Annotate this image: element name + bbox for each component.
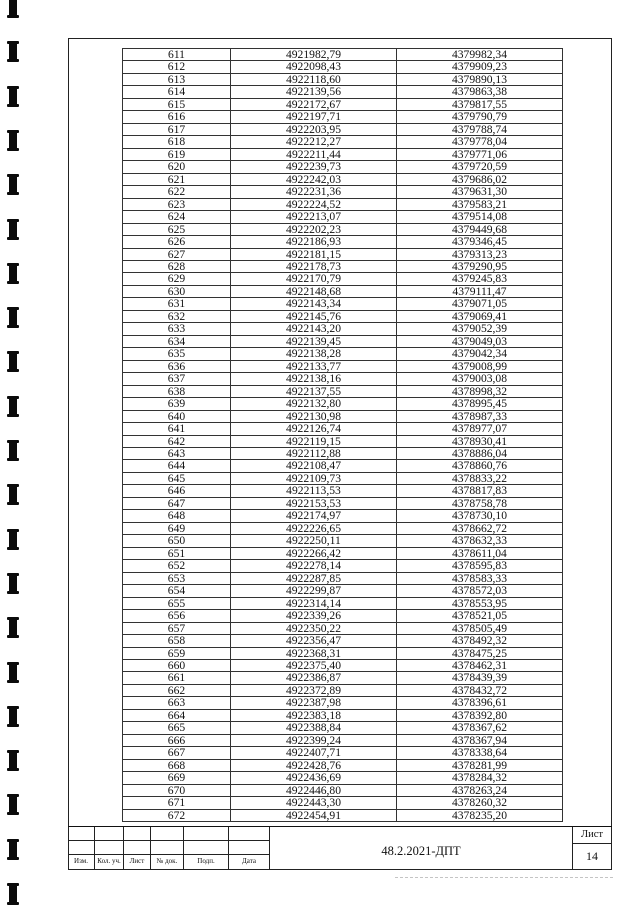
x-coordinate-cell: 4922139,56 <box>231 86 397 97</box>
table-row <box>123 648 563 660</box>
table-row <box>123 86 563 98</box>
y-coordinate-cell: 4378758,78 <box>397 498 563 509</box>
x-coordinate-cell: 4922386,87 <box>231 672 397 683</box>
point-number-cell: 616 <box>123 111 231 122</box>
x-coordinate-cell: 4922436,69 <box>231 772 397 783</box>
y-coordinate-cell: 4378987,33 <box>397 411 563 422</box>
point-number-cell: 630 <box>123 286 231 297</box>
x-coordinate-cell: 4922231,36 <box>231 186 397 197</box>
table-row <box>123 286 563 298</box>
table-row <box>123 386 563 398</box>
table-row <box>123 249 563 261</box>
revision-label-sheet: Лист <box>124 855 151 869</box>
y-coordinate-cell: 4378595,83 <box>397 560 563 571</box>
table-row <box>123 211 563 223</box>
x-coordinate-cell: 4922186,93 <box>231 236 397 247</box>
table-row <box>123 398 563 410</box>
point-number-cell: 645 <box>123 473 231 484</box>
revision-cell <box>95 841 124 855</box>
title-block <box>68 826 612 870</box>
point-number-cell: 634 <box>123 336 231 347</box>
x-coordinate-cell: 4922372,89 <box>231 685 397 696</box>
point-number-cell: 655 <box>123 598 231 609</box>
table-row <box>123 672 563 684</box>
y-coordinate-cell: 4378583,33 <box>397 573 563 584</box>
y-coordinate-cell: 4379449,68 <box>397 224 563 235</box>
y-coordinate-cell: 4378392,80 <box>397 710 563 721</box>
y-coordinate-cell: 4378462,31 <box>397 660 563 671</box>
binding-mark <box>9 130 17 151</box>
table-row <box>123 261 563 273</box>
x-coordinate-cell: 4922226,65 <box>231 523 397 534</box>
binding-mark <box>9 484 17 505</box>
y-coordinate-cell: 4379631,30 <box>397 186 563 197</box>
y-coordinate-cell: 4379788,74 <box>397 124 563 135</box>
binding-mark <box>9 750 17 771</box>
x-coordinate-cell: 4922213,07 <box>231 211 397 222</box>
y-coordinate-cell: 4378632,33 <box>397 535 563 546</box>
point-number-cell: 623 <box>123 199 231 210</box>
x-coordinate-cell: 4922133,77 <box>231 361 397 372</box>
binding-mark <box>9 883 17 905</box>
x-coordinate-cell: 4922242,03 <box>231 174 397 185</box>
point-number-cell: 662 <box>123 685 231 696</box>
x-coordinate-cell: 4922350,22 <box>231 623 397 634</box>
table-row <box>123 373 563 385</box>
y-coordinate-cell: 4378977,07 <box>397 423 563 434</box>
document-code: 48.2.2021-ДПТ <box>270 827 573 869</box>
point-number-cell: 644 <box>123 460 231 471</box>
x-coordinate-cell: 4922172,67 <box>231 99 397 110</box>
y-coordinate-cell: 4379790,79 <box>397 111 563 122</box>
y-coordinate-cell: 4378367,62 <box>397 722 563 733</box>
point-number-cell: 650 <box>123 535 231 546</box>
revision-label-doc-number: № док. <box>151 855 184 869</box>
x-coordinate-cell: 4922287,85 <box>231 573 397 584</box>
y-coordinate-cell: 4379071,05 <box>397 298 563 309</box>
point-number-cell: 619 <box>123 149 231 160</box>
revision-cell <box>184 827 229 841</box>
y-coordinate-cell: 4378235,20 <box>397 810 563 821</box>
x-coordinate-cell: 4922118,60 <box>231 74 397 85</box>
table-row <box>123 236 563 248</box>
binding-mark <box>9 573 17 594</box>
revision-cell <box>229 827 270 841</box>
x-coordinate-cell: 4922314,14 <box>231 598 397 609</box>
point-number-cell: 622 <box>123 186 231 197</box>
revision-cell <box>95 827 124 841</box>
y-coordinate-cell: 4378367,94 <box>397 735 563 746</box>
table-row <box>123 460 563 472</box>
revision-cell <box>151 827 184 841</box>
y-coordinate-cell: 4378505,49 <box>397 623 563 634</box>
binding-mark <box>9 529 17 550</box>
revision-label-change: Изм. <box>68 855 95 869</box>
table-row <box>123 161 563 173</box>
y-coordinate-cell: 4378260,32 <box>397 797 563 808</box>
table-row <box>123 635 563 647</box>
revision-table <box>68 827 270 869</box>
point-number-cell: 656 <box>123 610 231 621</box>
table-row <box>123 111 563 123</box>
x-coordinate-cell: 4922113,53 <box>231 485 397 496</box>
revision-label-count: Кол. уч. <box>95 855 124 869</box>
y-coordinate-cell: 4379049,03 <box>397 336 563 347</box>
y-coordinate-cell: 4379686,02 <box>397 174 563 185</box>
table-row <box>123 174 563 186</box>
table-row <box>123 224 563 236</box>
point-number-cell: 651 <box>123 548 231 559</box>
y-coordinate-cell: 4378521,05 <box>397 610 563 621</box>
y-coordinate-cell: 4379778,04 <box>397 136 563 147</box>
table-row <box>123 710 563 722</box>
x-coordinate-cell: 4922446,80 <box>231 785 397 796</box>
point-number-cell: 629 <box>123 273 231 284</box>
point-number-cell: 632 <box>123 311 231 322</box>
point-number-cell: 636 <box>123 361 231 372</box>
y-coordinate-cell: 4379909,23 <box>397 61 563 72</box>
x-coordinate-cell: 4922178,73 <box>231 261 397 272</box>
table-row <box>123 423 563 435</box>
point-number-cell: 628 <box>123 261 231 272</box>
table-row <box>123 186 563 198</box>
table-row <box>123 785 563 797</box>
x-coordinate-cell: 4921982,79 <box>231 49 397 60</box>
table-row <box>123 49 563 61</box>
binding-mark <box>9 351 17 372</box>
binding-mark <box>9 794 17 815</box>
x-coordinate-cell: 4922212,27 <box>231 136 397 147</box>
table-row <box>123 573 563 585</box>
x-coordinate-cell: 4922145,76 <box>231 311 397 322</box>
x-coordinate-cell: 4922211,44 <box>231 149 397 160</box>
point-number-cell: 664 <box>123 710 231 721</box>
point-number-cell: 612 <box>123 61 231 72</box>
x-coordinate-cell: 4922139,45 <box>231 336 397 347</box>
binding-mark <box>9 263 17 284</box>
point-number-cell: 617 <box>123 124 231 135</box>
table-row <box>123 548 563 560</box>
binding-mark <box>9 706 17 727</box>
point-number-cell: 652 <box>123 560 231 571</box>
table-row <box>123 348 563 360</box>
table-row <box>123 311 563 323</box>
y-coordinate-cell: 4378995,45 <box>397 398 563 409</box>
point-number-cell: 661 <box>123 672 231 683</box>
y-coordinate-cell: 4378284,32 <box>397 772 563 783</box>
point-number-cell: 614 <box>123 86 231 97</box>
x-coordinate-cell: 4922153,53 <box>231 498 397 509</box>
x-coordinate-cell: 4922278,14 <box>231 560 397 571</box>
point-number-cell: 641 <box>123 423 231 434</box>
x-coordinate-cell: 4922126,74 <box>231 423 397 434</box>
y-coordinate-cell: 4379313,23 <box>397 249 563 260</box>
table-row <box>123 685 563 697</box>
x-coordinate-cell: 4922174,97 <box>231 510 397 521</box>
point-number-cell: 613 <box>123 74 231 85</box>
y-coordinate-cell: 4378730,10 <box>397 510 563 521</box>
point-number-cell: 624 <box>123 211 231 222</box>
y-coordinate-cell: 4378475,25 <box>397 648 563 659</box>
y-coordinate-cell: 4379771,06 <box>397 149 563 160</box>
x-coordinate-cell: 4922202,23 <box>231 224 397 235</box>
point-number-cell: 633 <box>123 323 231 334</box>
revision-cell <box>184 841 229 855</box>
y-coordinate-cell: 4378833,22 <box>397 473 563 484</box>
point-number-cell: 618 <box>123 136 231 147</box>
point-number-cell: 648 <box>123 510 231 521</box>
table-row <box>123 124 563 136</box>
table-row <box>123 797 563 809</box>
table-row <box>123 149 563 161</box>
y-coordinate-cell: 4378338,64 <box>397 747 563 758</box>
x-coordinate-cell: 4922339,26 <box>231 610 397 621</box>
x-coordinate-cell: 4922148,68 <box>231 286 397 297</box>
revision-cell <box>68 841 95 855</box>
binding-mark <box>9 396 17 417</box>
point-number-cell: 665 <box>123 722 231 733</box>
x-coordinate-cell: 4922181,15 <box>231 249 397 260</box>
sheet-number: 14 <box>586 849 598 863</box>
x-coordinate-cell: 4922387,98 <box>231 697 397 708</box>
point-number-cell: 640 <box>123 411 231 422</box>
point-number-cell: 669 <box>123 772 231 783</box>
point-number-cell: 639 <box>123 398 231 409</box>
x-coordinate-cell: 4922130,98 <box>231 411 397 422</box>
table-row <box>123 336 563 348</box>
table-row <box>123 74 563 86</box>
y-coordinate-cell: 4379982,34 <box>397 49 563 60</box>
table-row <box>123 323 563 335</box>
revision-label-date: Дата <box>229 855 270 869</box>
x-coordinate-cell: 4922407,71 <box>231 747 397 758</box>
y-coordinate-cell: 4379245,83 <box>397 273 563 284</box>
x-coordinate-cell: 4922203,95 <box>231 124 397 135</box>
table-row <box>123 810 563 822</box>
x-coordinate-cell: 4922266,42 <box>231 548 397 559</box>
point-number-cell: 626 <box>123 236 231 247</box>
x-coordinate-cell: 4922143,20 <box>231 323 397 334</box>
table-row <box>123 523 563 535</box>
x-coordinate-cell: 4922368,31 <box>231 648 397 659</box>
table-row <box>123 199 563 211</box>
y-coordinate-cell: 4379890,13 <box>397 74 563 85</box>
table-row <box>123 697 563 709</box>
point-number-cell: 615 <box>123 99 231 110</box>
y-coordinate-cell: 4379514,08 <box>397 211 563 222</box>
x-coordinate-cell: 4922138,16 <box>231 373 397 384</box>
x-coordinate-cell: 4922454,91 <box>231 810 397 821</box>
binding-mark <box>9 617 17 638</box>
x-coordinate-cell: 4922356,47 <box>231 635 397 646</box>
table-row <box>123 722 563 734</box>
point-number-cell: 667 <box>123 747 231 758</box>
point-number-cell: 668 <box>123 760 231 771</box>
binding-mark <box>9 219 17 240</box>
point-number-cell: 670 <box>123 785 231 796</box>
table-row <box>123 485 563 497</box>
coordinates-table <box>122 48 563 822</box>
binding-mark <box>9 307 17 328</box>
y-coordinate-cell: 4378263,24 <box>397 785 563 796</box>
point-number-cell: 631 <box>123 298 231 309</box>
table-row <box>123 760 563 772</box>
x-coordinate-cell: 4922112,88 <box>231 448 397 459</box>
table-row <box>123 610 563 622</box>
table-row <box>123 747 563 759</box>
x-coordinate-cell: 4922170,79 <box>231 273 397 284</box>
point-number-cell: 621 <box>123 174 231 185</box>
point-number-cell: 627 <box>123 249 231 260</box>
table-row <box>123 61 563 73</box>
table-row <box>123 598 563 610</box>
y-coordinate-cell: 4378281,99 <box>397 760 563 771</box>
revision-cell <box>124 827 151 841</box>
y-coordinate-cell: 4378439,39 <box>397 672 563 683</box>
point-number-cell: 611 <box>123 49 231 60</box>
x-coordinate-cell: 4922197,71 <box>231 111 397 122</box>
y-coordinate-cell: 4379720,59 <box>397 161 563 172</box>
x-coordinate-cell: 4922224,52 <box>231 199 397 210</box>
table-row <box>123 298 563 310</box>
table-row <box>123 411 563 423</box>
y-coordinate-cell: 4379111,47 <box>397 286 563 297</box>
x-coordinate-cell: 4922443,30 <box>231 797 397 808</box>
y-coordinate-cell: 4378930,41 <box>397 436 563 447</box>
x-coordinate-cell: 4922108,47 <box>231 460 397 471</box>
y-coordinate-cell: 4379817,55 <box>397 99 563 110</box>
sheet-label: Лист <box>573 827 611 844</box>
table-row <box>123 535 563 547</box>
binding-mark <box>9 839 17 860</box>
revision-cell <box>229 841 270 855</box>
point-number-cell: 647 <box>123 498 231 509</box>
binding-mark <box>9 440 17 461</box>
table-row <box>123 99 563 111</box>
binding-mark <box>9 0 17 18</box>
y-coordinate-cell: 4379290,95 <box>397 261 563 272</box>
point-number-cell: 660 <box>123 660 231 671</box>
x-coordinate-cell: 4922250,11 <box>231 535 397 546</box>
x-coordinate-cell: 4922098,43 <box>231 61 397 72</box>
x-coordinate-cell: 4922388,84 <box>231 722 397 733</box>
table-row <box>123 473 563 485</box>
table-row <box>123 136 563 148</box>
table-row <box>123 623 563 635</box>
y-coordinate-cell: 4379583,21 <box>397 199 563 210</box>
binding-mark <box>9 86 17 107</box>
revision-label-signature: Подп. <box>184 855 229 869</box>
binding-mark <box>9 174 17 195</box>
y-coordinate-cell: 4379042,34 <box>397 348 563 359</box>
point-number-cell: 671 <box>123 797 231 808</box>
y-coordinate-cell: 4379052,39 <box>397 323 563 334</box>
table-row <box>123 510 563 522</box>
table-row <box>123 585 563 597</box>
point-number-cell: 649 <box>123 523 231 534</box>
point-number-cell: 657 <box>123 623 231 634</box>
y-coordinate-cell: 4379069,41 <box>397 311 563 322</box>
point-number-cell: 654 <box>123 585 231 596</box>
x-coordinate-cell: 4922119,15 <box>231 436 397 447</box>
point-number-cell: 637 <box>123 373 231 384</box>
table-row <box>123 735 563 747</box>
y-coordinate-cell: 4378396,61 <box>397 697 563 708</box>
point-number-cell: 658 <box>123 635 231 646</box>
revision-cell <box>124 841 151 855</box>
sheet-box <box>573 827 611 869</box>
x-coordinate-cell: 4922399,24 <box>231 735 397 746</box>
y-coordinate-cell: 4378817,83 <box>397 485 563 496</box>
point-number-cell: 666 <box>123 735 231 746</box>
x-coordinate-cell: 4922109,73 <box>231 473 397 484</box>
x-coordinate-cell: 4922428,76 <box>231 760 397 771</box>
table-row <box>123 448 563 460</box>
point-number-cell: 635 <box>123 348 231 359</box>
x-coordinate-cell: 4922138,28 <box>231 348 397 359</box>
point-number-cell: 625 <box>123 224 231 235</box>
y-coordinate-cell: 4378553,95 <box>397 598 563 609</box>
y-coordinate-cell: 4378998,32 <box>397 386 563 397</box>
point-number-cell: 672 <box>123 810 231 821</box>
y-coordinate-cell: 4378662,72 <box>397 523 563 534</box>
x-coordinate-cell: 4922239,73 <box>231 161 397 172</box>
point-number-cell: 620 <box>123 161 231 172</box>
y-coordinate-cell: 4378886,04 <box>397 448 563 459</box>
table-row <box>123 361 563 373</box>
y-coordinate-cell: 4378611,04 <box>397 548 563 559</box>
table-row <box>123 560 563 572</box>
revision-cell <box>68 827 95 841</box>
x-coordinate-cell: 4922132,80 <box>231 398 397 409</box>
point-number-cell: 642 <box>123 436 231 447</box>
table-row <box>123 436 563 448</box>
y-coordinate-cell: 4378432,72 <box>397 685 563 696</box>
x-coordinate-cell: 4922143,34 <box>231 298 397 309</box>
y-coordinate-cell: 4378492,32 <box>397 635 563 646</box>
y-coordinate-cell: 4379346,45 <box>397 236 563 247</box>
point-number-cell: 653 <box>123 573 231 584</box>
table-row <box>123 498 563 510</box>
table-row <box>123 772 563 784</box>
x-coordinate-cell: 4922375,40 <box>231 660 397 671</box>
table-row <box>123 273 563 285</box>
x-coordinate-cell: 4922383,18 <box>231 710 397 721</box>
y-coordinate-cell: 4379003,08 <box>397 373 563 384</box>
binding-mark <box>9 662 17 683</box>
point-number-cell: 646 <box>123 485 231 496</box>
y-coordinate-cell: 4379008,99 <box>397 361 563 372</box>
y-coordinate-cell: 4379863,38 <box>397 86 563 97</box>
point-number-cell: 663 <box>123 697 231 708</box>
point-number-cell: 638 <box>123 386 231 397</box>
point-number-cell: 659 <box>123 648 231 659</box>
x-coordinate-cell: 4922137,55 <box>231 386 397 397</box>
point-number-cell: 643 <box>123 448 231 459</box>
revision-cell <box>151 841 184 855</box>
x-coordinate-cell: 4922299,87 <box>231 585 397 596</box>
y-coordinate-cell: 4378860,76 <box>397 460 563 471</box>
table-row <box>123 660 563 672</box>
y-coordinate-cell: 4378572,03 <box>397 585 563 596</box>
scan-artifact-line <box>395 877 613 878</box>
binding-mark <box>9 41 17 62</box>
